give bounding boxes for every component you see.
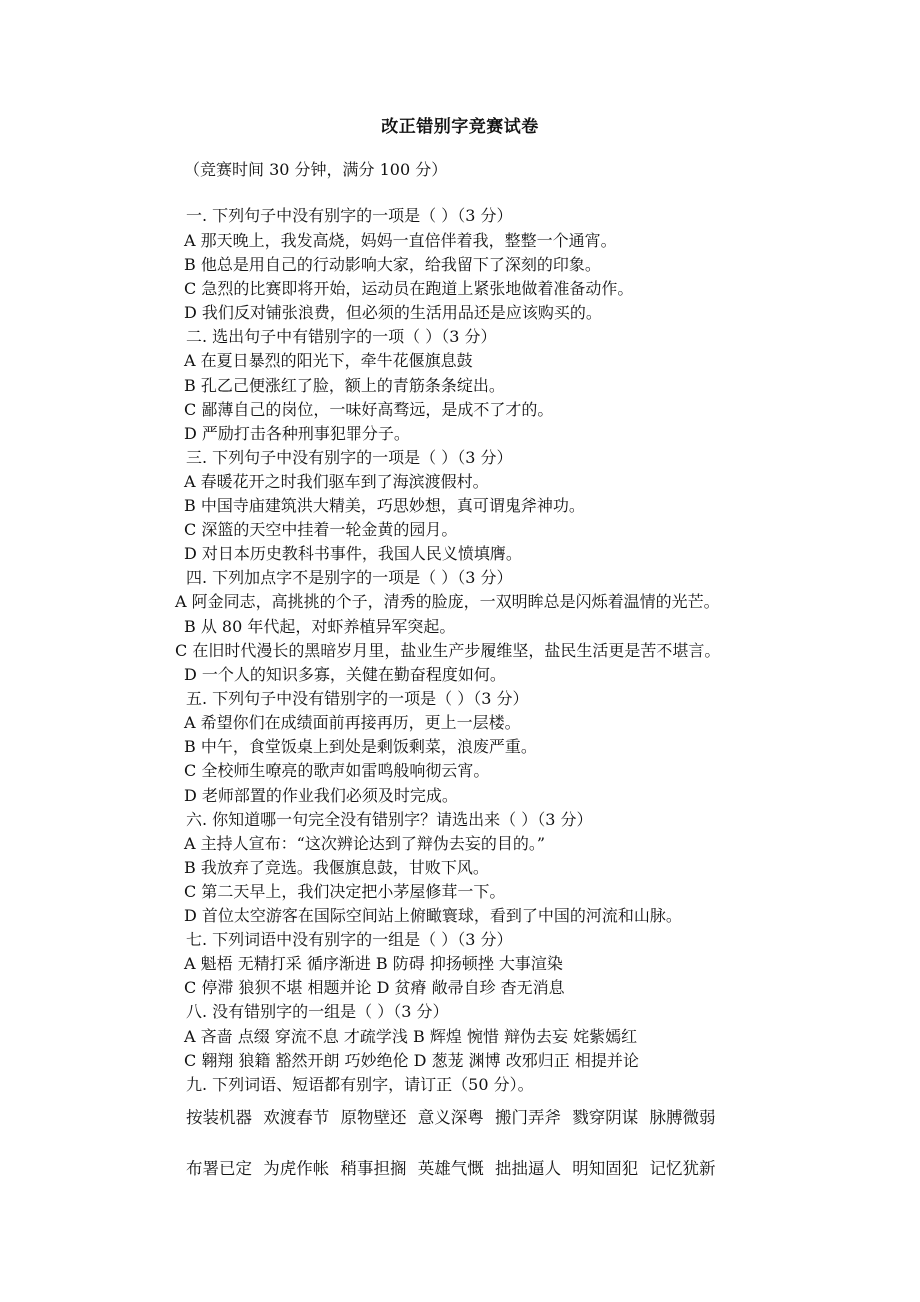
question-1-option-a: A 那天晚上，我发高烧，妈妈一直倍伴着我，整整一个通宵。 (184, 231, 617, 250)
question-5-option-a: A 希望你们在成绩面前再接再历，更上一层楼。 (184, 713, 521, 732)
question-4-option-b: B 从 80 年代起，对虾养植异军突起。 (184, 617, 456, 636)
question-6-option-a: A 主持人宣布：“这次辨论达到了辩伪去妄的目的。” (184, 834, 546, 853)
question-6-option-d: D 首位太空游客在国际空间站上俯瞰寰球，看到了中国的河流和山脉。 (184, 906, 682, 925)
question-8-row-1: A 吝啬 点缀 穿流不息 才疏学浅 B 辉煌 惋惜 辩伪去妄 姹紫嫣红 (184, 1027, 638, 1046)
question-7-row-1: A 魁梧 无精打采 循序渐进 B 防碍 抑扬顿挫 大事渲染 (184, 954, 563, 973)
question-4-option-a: A 阿金同志，高挑挑的个子，清秀的脸庞，一双明眸总是闪烁着温情的光芒。 (175, 592, 720, 611)
question-1-heading: 一. 下列句子中没有别字的一项是（ ）（3 分） (186, 206, 513, 225)
question-2-option-c: C 鄙薄自己的岗位，一味好高骛远，是成不了才的。 (184, 400, 554, 419)
question-3-option-a: A 春暖花开之时我们驱车到了海滨渡假村。 (184, 472, 489, 491)
question-7-heading: 七. 下列词语中没有别字的一组是（ ）（3 分） (186, 930, 513, 949)
question-6-option-b: B 我放弃了竞选。我偃旗息鼓，甘败下风。 (184, 858, 489, 877)
question-9-words-row-1: 按装机器 欢渡春节 原物壁还 意义深粤 搬门弄斧 戮穿阴谋 脉膊微弱 (186, 1108, 716, 1127)
question-5-option-c: C 全校师生嘹亮的歌声如雷鸣般响彻云宵。 (184, 761, 490, 780)
question-3-option-d: D 对日本历史教科书事件，我国人民义愤填膺。 (184, 544, 522, 563)
question-1-option-d: D 我们反对铺张浪费，但必须的生活用品还是应该购买的。 (184, 303, 602, 322)
question-3-option-c: C 深篮的天空中挂着一轮金黄的园月。 (184, 520, 458, 539)
question-6-heading: 六. 你知道哪一句完全没有错别字？请选出来（ ）（3 分） (186, 810, 593, 829)
page-title: 改正错别字竞赛试卷 (381, 117, 539, 137)
question-9-words-row-2: 布署已定 为虎作帐 稍事担搁 英雄气慨 拙拙逼人 明知固犯 记忆犹新 (186, 1159, 716, 1178)
question-9-heading: 九. 下列词语、短语都有别字，请订正（50 分）。 (186, 1075, 534, 1094)
question-5-heading: 五. 下列句子中没有错别字的一项是（ ）（3 分） (186, 689, 529, 708)
question-6-option-c: C 第二天早上，我们决定把小茅屋修茸一下。 (184, 882, 506, 901)
question-2-option-b: B 孔乙己便涨红了脸，额上的青筋条条绽出。 (184, 376, 505, 395)
question-5-option-b: B 中午，食堂饭桌上到处是剩饭剩菜，浪废严重。 (184, 737, 537, 756)
question-8-heading: 八. 没有错别字的一组是（ ）（3 分） (186, 1002, 449, 1021)
question-7-row-2: C 停滞 狼狈不堪 相题并论 D 贫瘠 敞帚自珍 杳无消息 (184, 978, 565, 997)
question-2-option-d: D 严励打击各种刑事犯罪分子。 (184, 424, 410, 443)
question-4-heading: 四. 下列加点字不是别字的一项是（ ）（3 分） (186, 568, 513, 587)
question-2-option-a: A 在夏日暴烈的阳光下，牵牛花偃旗息鼓 (184, 351, 473, 370)
question-2-heading: 二. 选出句子中有错别字的一项（ ）（3 分） (186, 327, 497, 346)
exam-info: （竞赛时间 30 分钟，满分 100 分） (184, 160, 448, 179)
question-4-option-c: C 在旧时代漫长的黑暗岁月里，盐业生产步履维坚，盐民生活更是苦不堪言。 (175, 641, 721, 660)
question-1-option-c: C 急烈的比赛即将开始，运动员在跑道上紧张地做着准备动作。 (184, 279, 634, 298)
question-1-option-b: B 他总是用自己的行动影响大家，给我留下了深刻的印象。 (184, 255, 601, 274)
question-4-option-d: D 一个人的知识多寡，关健在勤奋程度如何。 (184, 665, 506, 684)
question-8-row-2: C 翱翔 狼籍 豁然开朗 巧妙绝伦 D 葱茏 渊博 改邪归正 相提并论 (184, 1051, 639, 1070)
question-3-option-b: B 中国寺庙建筑洪大精美，巧思妙想，真可谓鬼斧神功。 (184, 496, 585, 515)
question-5-option-d: D 老师部置的作业我们必须及时完成。 (184, 786, 458, 805)
question-3-heading: 三. 下列句子中没有别字的一项是（ ）（3 分） (186, 448, 513, 467)
